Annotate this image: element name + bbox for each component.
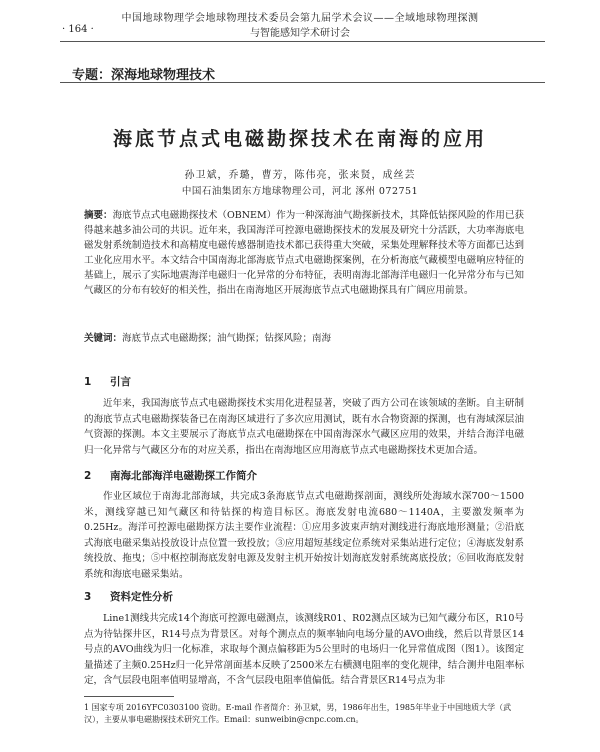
author-list: 孙卫斌，乔璐，曹芳，陈伟亮，张来贤，成丝芸: [184, 170, 416, 181]
section-tag: 专题：深海地球物理技术: [72, 68, 216, 83]
header-rule: [60, 41, 545, 42]
section-number: 3: [84, 591, 92, 603]
running-header-conference: 中国地球物理学会地球物理技术委员会第九届学术会议——全域地球物理探测: [121, 13, 479, 24]
page-number: · 164 ·: [62, 24, 94, 35]
running-header-row: [0, 24, 600, 38]
footnote: 1 国家专项 2016YFC0303100 资助。E-mail 作者简介：孙卫斌，男，1986年出生，1985年毕业于中国地质大学（武汉），主要从事电磁勘探技术研究工作。Email：sunweibin@cnpc.com.cn。: [84, 703, 512, 724]
keywords: [84, 330, 524, 344]
section-survey-paragraph: 作业区域位于南海北部海域，共完成3条海底节点式电磁勘探剖面，测线所处海域水深700～1500米，测线穿越已知气藏区和待钻探的构造目标区。海底发射电流680～1140A，主要激发频率为0.25Hz。海洋可控源电磁勘探方法主要作业流程：①应用多波束声纳对测线进行海底地形测量；②沿底式海底电磁采集站投放设计点位置一致投放；③应用超短基线定位系统对采集站进行定位；④海底发射系统投放、拖曳；⑤中枢控制海底发射电源及发射主机开始按计划海底发射系统离底投放；⑥回收海底发射系统和海底电磁采集站。: [84, 491, 524, 580]
section-title: 引言: [110, 376, 131, 388]
abstract-text: 海底节点式电磁勘探技术（OBNEM）作为一种深海油气勘探新技术，其降低钻探风险的作用已获得越来越多油公司的共识。近年来，我国海洋可控源电磁勘探技术的发展及研究十分活跃，大功率海底电磁发射系统制造技术和高精度电磁传感器制造技术都已获得重大突破，采集处理解释技术等方面都已达到工业化应用水平。本文结合中国南海北部海底节点式电磁勘探案例，在分析海底气藏模型电磁响应特征的基础上，展示了实际地震海洋电磁归一化异常的分布特征，表明南海北部海洋电磁归一化异常分布与已知气藏区的分布有较好的相关性，指出在南海地区开展海底节点式电磁勘探具有广阔应用前景。: [84, 210, 524, 296]
section-title: 资料定性分析: [110, 591, 173, 603]
section-heading-analysis: [84, 589, 173, 604]
section-number: 2: [84, 470, 92, 482]
section-heading-intro: [84, 374, 131, 389]
section-intro-paragraph: 近年来，我国海底节点式电磁勘探技术实用化进程显著，突破了西方公司在该领域的垄断。自主研制的海底节点式电磁勘探装备已在南海区域进行了多次应用测试，既有水合物资源的探测，也有海域深层油气资源的探测。本文主要展示了海底节点式电磁勘探在中国南海深水气藏区应用的效果，并结合海洋电磁归一化异常与气藏区分布的对应关系，指出在南海地区应用海底节点式电磁勘探技术更加合适。: [84, 398, 524, 456]
abstract-label: 摘要：: [84, 210, 113, 221]
keywords-label: 关键词：: [84, 333, 123, 344]
footnote-rule: [84, 696, 174, 697]
keywords-text: 海底节点式电磁勘探；油气勘探；钻探风险；南海: [122, 333, 332, 344]
section-title: 南海北部海洋电磁勘探工作简介: [110, 470, 257, 482]
affiliation: 中国石油集团东方地球物理公司，河北 涿州 072751: [181, 186, 419, 197]
section-number: 1: [84, 376, 92, 388]
section-heading-survey: [84, 468, 257, 483]
paper-title: 海底节点式电磁勘探技术在南海的应用: [112, 128, 487, 150]
section-tag-rule: [60, 82, 545, 83]
abstract: [84, 208, 524, 298]
running-header-subtitle: 与智能感知学术研讨会: [250, 28, 350, 39]
section-analysis-paragraph: Line1测线共完成14个海底可控源电磁测点，该测线R01、R02测点区域为已知气藏分布区，R10号点为待钻探井区，R14号点为背景区。对每个测点点的频率轴向电场分量的AVO曲线，然后以背景区14号点的AVO曲线为归一化标准，求取每个测点偏移距为5公里时的电场归一化异常值成图（图1）。该图定量描述了主频0.25Hz归一化异常剖面基本反映了2500米左右横测电阻率的变化规律，结合测井电阻率标定，含气层段电阻率值明显增高，不含气层段电阻率值偏低。结合背景区R14号点为非: [84, 613, 524, 686]
